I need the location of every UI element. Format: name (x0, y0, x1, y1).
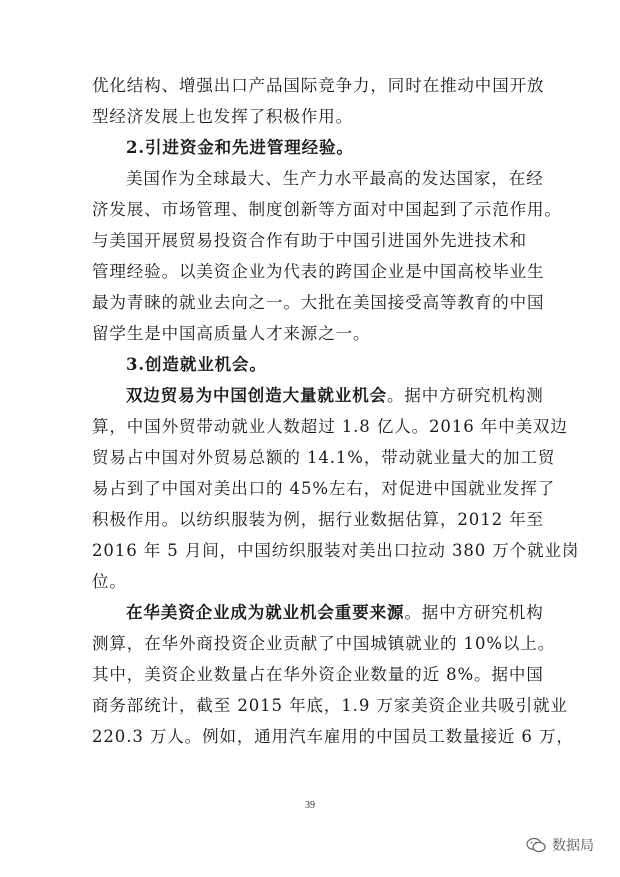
text-line (92, 659, 544, 690)
text-run: 型经济发展上也发挥了积极作用。 (92, 107, 353, 126)
text-run: 济发展、市场管理、制度创新等方面对中国起到了示范作用。 (92, 200, 562, 219)
text-line (92, 132, 528, 163)
text-line (92, 721, 574, 752)
text-line (92, 256, 545, 287)
text-line (92, 411, 568, 442)
text-line (92, 225, 528, 256)
text-run: 最为青睐的就业去向之一。大批在美国接受高等教育的中国 (92, 293, 545, 312)
text-line (92, 597, 544, 628)
text-line (92, 473, 556, 504)
watermark (526, 835, 594, 855)
text-line (92, 349, 528, 380)
bold-text: 双边贸易为中国创造大量就业机会 (126, 386, 387, 405)
text-run: 美国作为全球最大、生产力水平最高的发达国家，在经 (126, 169, 544, 188)
text-run: 易占到了中国对美出口的 45%左右，对促进中国就业发挥了 (92, 479, 556, 498)
text-run: 优化结构、增强出口产品国际竞争力，同时在推动中国开放 (92, 76, 545, 95)
text-line (92, 566, 528, 597)
text-line (92, 101, 528, 132)
paragraph (92, 380, 580, 597)
text-run: 2016 年 5 月间，中国纺织服装对美出口拉动 380 万个就业岗 (92, 541, 580, 560)
text-run: 。据中方研究机构测 (387, 386, 544, 405)
text-run: 商务部统计，截至 2015 年底，1.9 万家美资企业共吸引就业 (92, 696, 568, 715)
paragraph (92, 597, 574, 752)
paragraph (92, 70, 545, 132)
text-line (92, 690, 568, 721)
bold-text: 2.引进资金和先进管理经验。 (126, 138, 354, 157)
paragraph (92, 163, 562, 349)
text-run: 测算，在华外商投资企业贡献了中国城镇就业的 10%以上。 (92, 634, 556, 653)
page-number: 39 (305, 800, 315, 811)
text-line (92, 380, 544, 411)
text-run: 与美国开展贸易投资合作有助于中国引进国外先进技术和 (92, 231, 527, 250)
text-run: 位。 (92, 572, 127, 591)
bold-text: 在华美资企业成为就业机会重要来源 (126, 603, 405, 622)
text-run: 算，中国外贸带动就业人数超过 1.8 亿人。2016 年中美双边 (92, 417, 568, 436)
text-line (92, 442, 556, 473)
section-heading (92, 349, 528, 380)
text-line (92, 318, 528, 349)
text-line (92, 628, 556, 659)
watermark-text: 数据局 (552, 838, 594, 854)
text-line (92, 535, 580, 566)
text-line (92, 504, 544, 535)
text-run: 。据中方研究机构 (404, 603, 544, 622)
bold-text: 3.创造就业机会。 (126, 355, 267, 374)
text-line (92, 287, 545, 318)
text-run: 管理经验。以美资企业为代表的跨国企业是中国高校毕业生 (92, 262, 545, 281)
text-run: 贸易占中国对外贸易总额的 14.1%，带动就业量大的加工贸 (92, 448, 556, 467)
text-run: 积极作用。以纺织服装为例，据行业数据估算，2012 年至 (92, 510, 544, 529)
text-run: 220.3 万人。例如，通用汽车雇用的中国员工数量接近 6 万， (92, 727, 574, 746)
text-line (92, 194, 562, 225)
document-page (92, 70, 580, 752)
wechat-icon (526, 837, 546, 853)
text-run: 其中，美资企业数量占在华外资企业数量的近 8%。据中国 (92, 665, 544, 684)
section-heading (92, 132, 528, 163)
text-line (92, 163, 544, 194)
text-run: 留学生是中国高质量人才来源之一。 (92, 324, 371, 343)
text-line (92, 70, 545, 101)
